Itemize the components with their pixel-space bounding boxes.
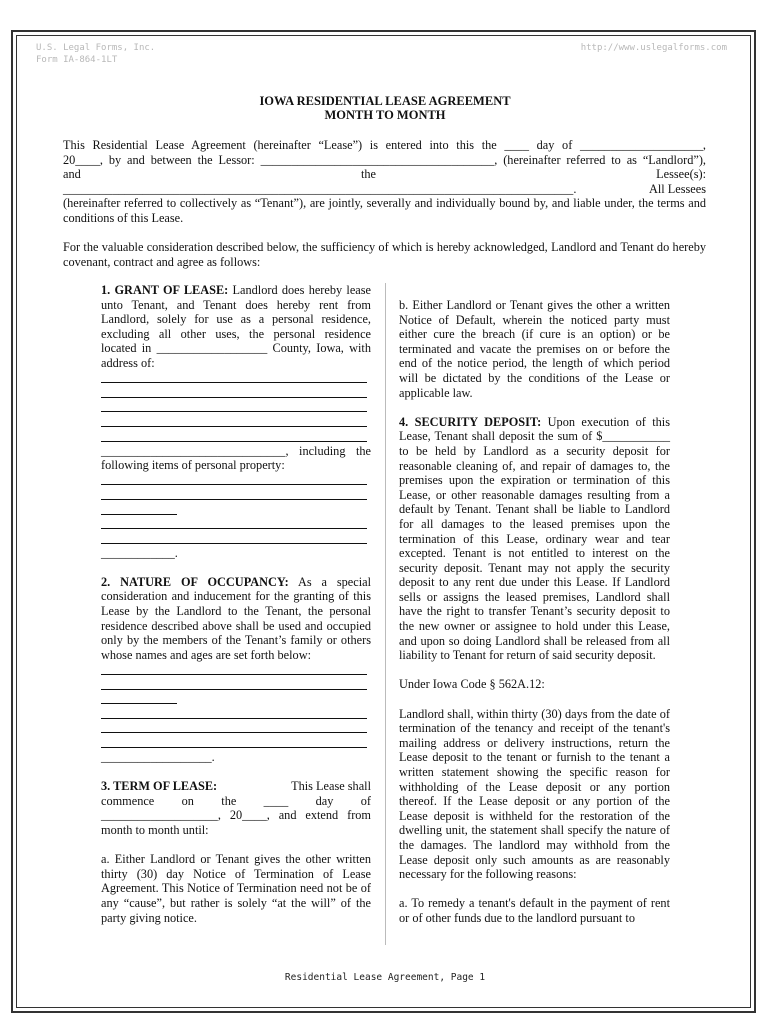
lessee-names-blank: ___________________________________________________________________________________. [63,181,577,196]
section-3-line-2: commence on the ____ day of [101,793,371,808]
address-line [101,414,371,429]
consideration-paragraph: For the valuable consideration described below, the sufficiency of which is hereby acknowledged, Landlord and Tenant do hereby covenant, contract and agree as follows: [63,240,706,269]
section-1-text: Landlord does hereby lease unto Tenant, and Tenant does hereby rent from Landlord, solely for use as a personal residence, excluding all other uses, the personal residence located in __________________ County, Iowa, with address of: [101,283,371,370]
section-3-line-3: ___________________, 20____, and extend from month to month until: [101,808,371,837]
property-line [101,473,371,488]
intro-paragraph [63,138,706,226]
document-title: IOWA RESIDENTIAL LEASE AGREEMENT [259,94,511,108]
section-1-heading: 1. GRANT OF LEASE: [101,283,229,297]
section-3b: b. Either Landlord or Tenant gives the other a written Notice of Default, wherein the noticed party must either cure the breach (if cure is an option) or be terminated and vacate the premises on or before the end of the notice period, the length of which period will be dictated by the conditions of the Lease or applicable law. [399,298,670,400]
code-item-a: a. To remedy a tenant's default in the payment of rent or of other funds due to the landlord pursuant to [399,896,670,925]
right-column [399,298,670,926]
section-4-text: Upon execution of this Lease, Tenant shall deposit the sum of $___________ to be held by Landlord as a security deposit for reasonable cleaning of, and repair of damages to, the premises upon the expiration or termination of this Lease, or other reasonable damages resulting from a default by Tenant. Tenant shall be liable to Landlord for all damages to the leased premises upon the termination of this Lease, ordinary wear and tear excepted. Tenant is not entitled to interest on the security deposit. Tenant may not apply the security deposit to any rent due under this Lease. If Landlord sells or assigns the leased premises, Landlord shall have the right to transfer Tenant’s security deposit to the new owner or assignee to hold under this Lease, and upon so doing Landlord shall be released from all liability to Tenant for return of said security deposit. [399,414,670,663]
section-4 [399,415,670,663]
section-3-line-1 [101,779,371,794]
address-line [101,429,371,444]
left-column [101,283,371,925]
section-4-heading: 4. SECURITY DEPOSIT: [399,414,542,429]
property-line [101,487,371,502]
intro-and: and [63,167,81,182]
section-1 [101,283,371,371]
section-1-including: ______________________________, including the following items of personal property: [101,443,371,473]
property-line [101,531,371,546]
publisher-name: U.S. Legal Forms, Inc. [36,43,156,53]
occupant-line [101,692,371,707]
page-footer: Residential Lease Agreement, Page 1 [284,972,486,983]
occupant-line [101,735,371,750]
section-2-end: __________________. [101,750,215,764]
address-line [101,385,371,400]
section-3a: a. Either Landlord or Tenant gives the other written thirty (30) day Notice of Termination of Lease Agreement. This Notice of Termination need not be of any “cause”, but rather is solely “at the will” of the party giving notice. [101,852,371,925]
section-3-heading: 3. TERM OF LEASE: [101,779,218,794]
intro-rest: (hereinafter referred to collectively as “Tenant”), are jointly, severally and individually bound by, and liable under, the terms and conditions of this Lease. [63,196,706,225]
column-divider [385,283,386,945]
address-line [101,371,371,386]
occupant-line [101,677,371,692]
form-number: Form IA-864-1LT [36,55,118,65]
section-3-tail: This Lease shall [291,779,371,794]
property-line [101,517,371,532]
section-2-text: As a special consideration and inducement for the granting of this Lease by the Landlord to the Tenant, the personal residence described above shall be used and occupied only by the members of the Tenant’s family or others whose names and ages are set forth below: [101,574,371,662]
intro-the: the [360,167,376,182]
intro-line-1: This Residential Lease Agreement (hereinafter “Lease”) is entered into this the ____ day of ____________________, [63,138,706,152]
section-2-heading: 2. NATURE OF OCCUPANCY: [101,574,289,589]
section-1-end: ____________. [101,545,178,560]
code-text: Landlord shall, within thirty (30) days from the date of termination of the tenancy and receipt of the tenant's mailing address or delivery instructions, return the Lease deposit to the tenant or furnish to the tenant a written statement showing the specific reason for withholding of the Lease deposit or any portion thereof. If the Lease deposit or any portion of the Lease deposit is withheld for the restoration of the dwelling unit, the statement shall specify the nature of the damages. The landlord may withhold from the Lease deposit only such amounts as are reasonably necessary for the following reasons: [399,706,670,882]
property-line [101,502,371,517]
address-line [101,400,371,415]
document-subtitle: MONTH TO MONTH [324,108,446,122]
section-2 [101,575,371,663]
intro-line-3 [63,167,706,182]
publisher-url[interactable]: http://www.uslegalforms.com [580,43,727,53]
intro-line-4 [63,182,706,197]
code-reference: Under Iowa Code § 562A.12: [399,677,545,692]
occupant-line [101,721,371,736]
intro-line-2: 20____, by and between the Lessor: ______________________________________, (hereinafter referred to as “Landlord”), [63,152,706,167]
form-header-left [36,42,155,66]
occupant-line [101,706,371,721]
occupant-line [101,662,371,677]
intro-lessees-label: Lessee(s): [656,167,706,182]
intro-all-lessees: All Lessees [648,181,706,196]
